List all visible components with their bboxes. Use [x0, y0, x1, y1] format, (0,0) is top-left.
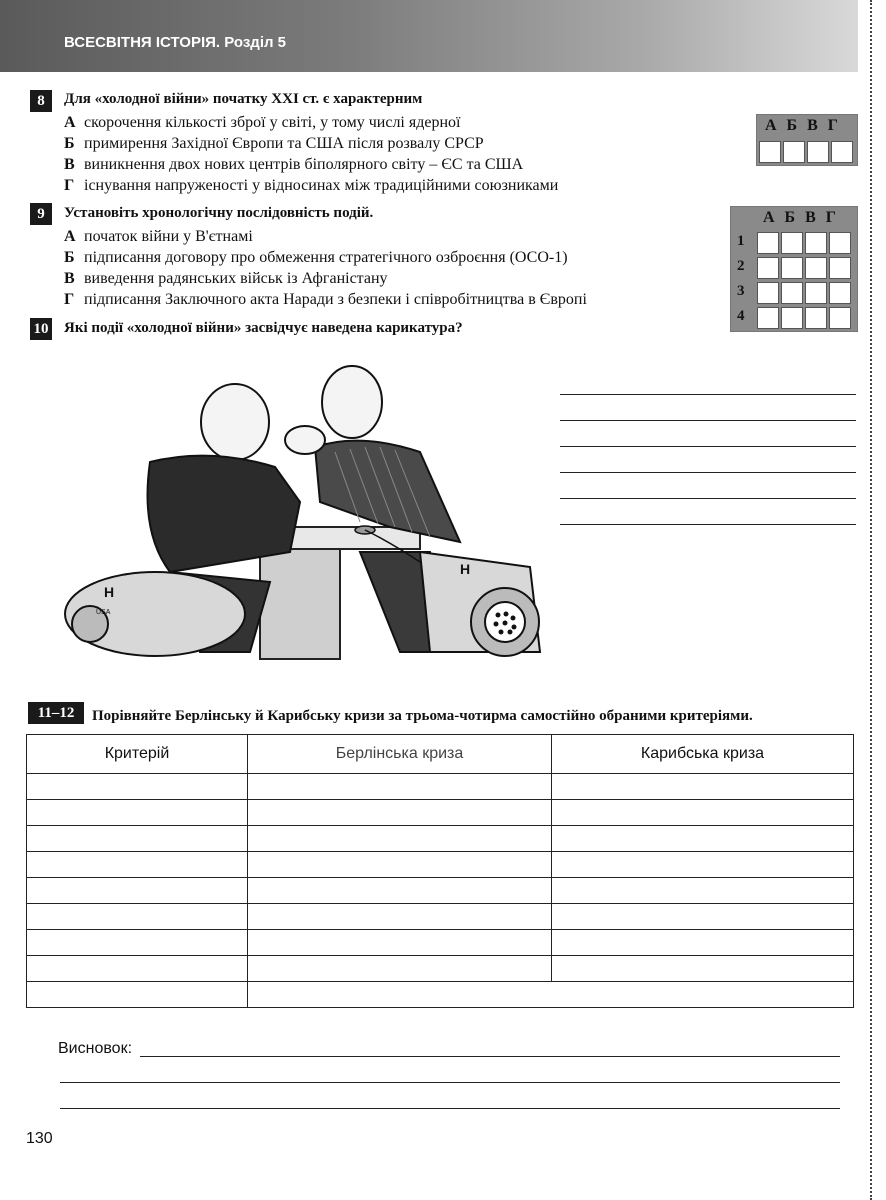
- column-header: Критерій: [27, 735, 248, 774]
- answer-cell[interactable]: [829, 282, 851, 304]
- answer-cell[interactable]: [757, 282, 779, 304]
- conclusion-line[interactable]: [60, 1082, 840, 1083]
- question-title: Установіть хронологічну послідовність подій.: [64, 205, 374, 221]
- table-cell[interactable]: [248, 852, 552, 878]
- table-cell[interactable]: [248, 774, 552, 800]
- table-cell[interactable]: [248, 800, 552, 826]
- answer-option: Г існування напруженості у відносинах між традиційними союзниками: [64, 177, 559, 194]
- table-cell[interactable]: [27, 904, 248, 930]
- section-title: ВСЕСВІТНЯ ІСТОРІЯ. Розділ 5: [64, 34, 287, 51]
- row-label: 3: [737, 283, 745, 299]
- answer-cell[interactable]: [781, 307, 803, 329]
- answer-option: Б примирення Західної Європи та США після розвалу СРСР: [64, 135, 484, 152]
- row-label: 4: [737, 308, 745, 324]
- comparison-table: [26, 734, 854, 1008]
- conclusion-line[interactable]: [60, 1108, 840, 1109]
- page-number: 130: [26, 1130, 53, 1147]
- cut-line: [870, 0, 872, 1200]
- answer-cell[interactable]: [805, 307, 827, 329]
- table-cell[interactable]: [552, 852, 854, 878]
- answer-cell[interactable]: [757, 257, 779, 279]
- sequence-grid: [730, 206, 858, 332]
- row-label: 1: [737, 233, 745, 249]
- table-cell[interactable]: [27, 774, 248, 800]
- answer-cell[interactable]: [805, 257, 827, 279]
- answer-cell[interactable]: [829, 232, 851, 254]
- column-header: Карибська криза: [552, 735, 854, 774]
- table-cell[interactable]: [552, 930, 854, 956]
- table-cell[interactable]: [248, 982, 854, 1008]
- answer-option: Б підписання договору про обмеження стратегічного озброєння (ОСО-1): [64, 249, 568, 266]
- table-row: [27, 982, 854, 1008]
- table-row: [27, 904, 854, 930]
- table-cell[interactable]: [27, 826, 248, 852]
- page-header: [0, 0, 858, 72]
- answer-line[interactable]: [560, 446, 856, 447]
- answer-cell[interactable]: [781, 282, 803, 304]
- answer-line[interactable]: [560, 472, 856, 473]
- answer-option: А скорочення кількості зброї у світі, у тому числі ядерної: [64, 114, 461, 131]
- cartoon-image: [60, 352, 590, 692]
- table-cell[interactable]: [552, 904, 854, 930]
- question-title: Порівняйте Берлінську й Карибську кризи за трьома-чотирма самостійно обраними критеріями.: [92, 708, 753, 724]
- conclusion-line[interactable]: [140, 1056, 840, 1057]
- answer-cell[interactable]: [805, 282, 827, 304]
- answer-cell[interactable]: [757, 307, 779, 329]
- answer-cell[interactable]: [781, 232, 803, 254]
- table-row: [27, 800, 854, 826]
- row-label: 2: [737, 258, 745, 274]
- answer-cell[interactable]: [831, 141, 853, 163]
- answer-cell[interactable]: [829, 257, 851, 279]
- question-number: 9: [30, 203, 52, 225]
- answer-option: Г підписання Заключного акта Наради з безпеки і співробітництва в Європі: [64, 291, 587, 308]
- table-row: [27, 852, 854, 878]
- answer-line[interactable]: [560, 394, 856, 395]
- column-header: Берлінська криза: [248, 735, 552, 774]
- question-number: 10: [30, 318, 52, 340]
- answer-option: В виникнення двох нових центрів біполярного світу – ЄС та США: [64, 156, 524, 173]
- table-cell[interactable]: [27, 852, 248, 878]
- table-row: [27, 930, 854, 956]
- table-row: [27, 956, 854, 982]
- grid-letters: А Б В Г: [763, 209, 836, 226]
- table-row: [27, 774, 854, 800]
- table-cell[interactable]: [552, 826, 854, 852]
- answer-grid: [756, 114, 858, 166]
- conclusion-label: Висновок:: [58, 1040, 133, 1057]
- table-cell[interactable]: [552, 774, 854, 800]
- table-cell[interactable]: [552, 800, 854, 826]
- table-cell[interactable]: [248, 904, 552, 930]
- answer-line[interactable]: [560, 524, 856, 525]
- table-header-row: [27, 735, 854, 774]
- bomb-left-mark: H: [104, 584, 115, 600]
- bomb-right-mark: H: [460, 561, 471, 577]
- question-number: 8: [30, 90, 52, 112]
- answer-cell[interactable]: [807, 141, 829, 163]
- answer-option: А початок війни у В'єтнамі: [64, 228, 253, 245]
- table-cell[interactable]: [248, 878, 552, 904]
- answer-cell[interactable]: [783, 141, 805, 163]
- table-row: [27, 878, 854, 904]
- answer-cell[interactable]: [781, 257, 803, 279]
- answer-option: В виведення радянських військ із Афганістану: [64, 270, 388, 287]
- table-cell[interactable]: [248, 956, 552, 982]
- question-title: Для «холодної війни» початку XXI ст. є характерним: [64, 91, 423, 107]
- answer-cell[interactable]: [805, 232, 827, 254]
- table-cell[interactable]: [248, 826, 552, 852]
- table-cell[interactable]: [552, 956, 854, 982]
- question-title: Які події «холодної війни» засвідчує наведена карикатура?: [64, 320, 463, 336]
- answer-line[interactable]: [560, 420, 856, 421]
- table-cell[interactable]: [552, 878, 854, 904]
- table-cell[interactable]: [27, 878, 248, 904]
- bomb-left-label: USA: [96, 609, 111, 616]
- table-cell[interactable]: [27, 930, 248, 956]
- answer-cell[interactable]: [829, 307, 851, 329]
- table-cell[interactable]: [27, 956, 248, 982]
- table-row: [27, 826, 854, 852]
- table-cell[interactable]: [248, 930, 552, 956]
- question-number: 11–12: [28, 702, 84, 724]
- table-cell[interactable]: [27, 800, 248, 826]
- answer-cell[interactable]: [757, 232, 779, 254]
- answer-line[interactable]: [560, 498, 856, 499]
- grid-letters: А Б В Г: [765, 117, 838, 134]
- answer-cell[interactable]: [759, 141, 781, 163]
- table-cell[interactable]: [27, 982, 248, 1008]
